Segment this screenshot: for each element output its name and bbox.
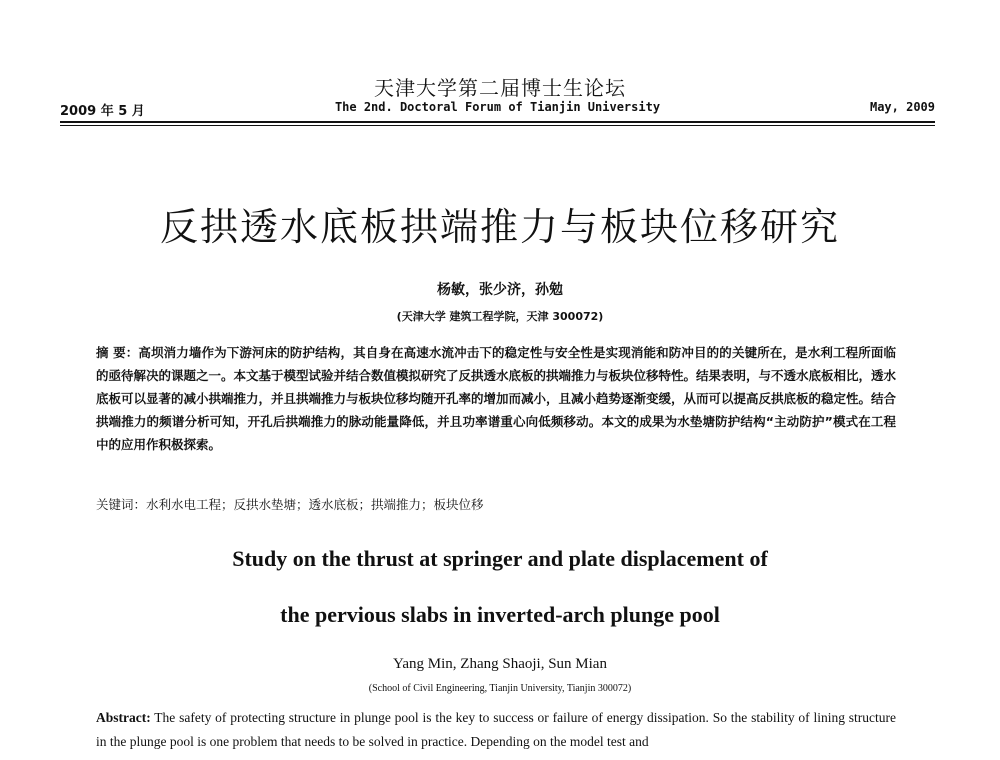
journal-title-cn: 天津大学第二届博士生论坛 (374, 76, 626, 100)
keywords-cn-text: 水利水电工程；反拱水垫塘；透水底板；拱端推力；板块位移 (146, 497, 484, 512)
abstract-cn (96, 341, 896, 456)
issue-date-en: May, 2009 (869, 100, 935, 114)
issue-date-cn: 2009 年 5 月 (60, 104, 145, 119)
authors-en: Yang Min, Zhang Shaoji, Sun Mian (393, 656, 607, 672)
paper-title-en-line1: Study on the thrust at springer and plate displacement of (232, 546, 768, 571)
journal-title-en: The 2nd. Doctoral Forum of Tianjin University (334, 100, 661, 114)
running-header (60, 100, 935, 120)
header-rule-thin (60, 125, 935, 126)
affiliation-en: (School of Civil Engineering, Tianjin University, Tianjin 300072) (368, 683, 632, 694)
affiliation-cn: (天津大学 建筑工程学院，天津 300072) (396, 310, 604, 323)
keywords-cn-label: 关键词： (96, 497, 147, 512)
authors-cn: 杨敏，张少济，孙勉 (437, 282, 563, 298)
abstract-en-text: The safety of protecting structure in plunge pool is the key to success or failure of energy dissipation. So the stability of lining structure in the plunge pool is one problem that needs to be solved in practice. Depending on the model test and (96, 710, 896, 749)
abstract-en (96, 706, 896, 754)
abstract-cn-label: 摘 要： (96, 345, 139, 360)
keywords-cn (96, 495, 896, 513)
abstract-en-label: Abstract: (96, 710, 151, 725)
header-rule-thick (60, 121, 935, 123)
paper-title-cn: 反拱透水底板拱端推力与板块位移研究 (159, 205, 840, 249)
abstract-cn-text: 高坝消力墙作为下游河床的防护结构，其自身在高速水流冲击下的稳定性与安全性是实现消能和防冲目的的关键所在，是水利工程所面临的亟待解决的课题之一。本文基于模型试验并结合数值模拟研究了反拱透水底板的拱端推力与板块位移特性。结果表明，与不透水底板相比，透水底板可以显著的减小拱端推力，并且拱端推力与板块位移均随开孔率的增加而减小，且减小趋势逐渐变缓，从而可以提高反拱底板的稳定性。结合拱端推力的频谱分析可知，开孔后拱端推力的脉动能量降低，并且功率谱重心向低频移动。本文的成果为水垫塘防护结构“主动防护”模式在工程中的应用作积极探索。 (96, 345, 897, 452)
paper-title-en-line2: the pervious slabs in inverted-arch plunge pool (280, 602, 720, 627)
